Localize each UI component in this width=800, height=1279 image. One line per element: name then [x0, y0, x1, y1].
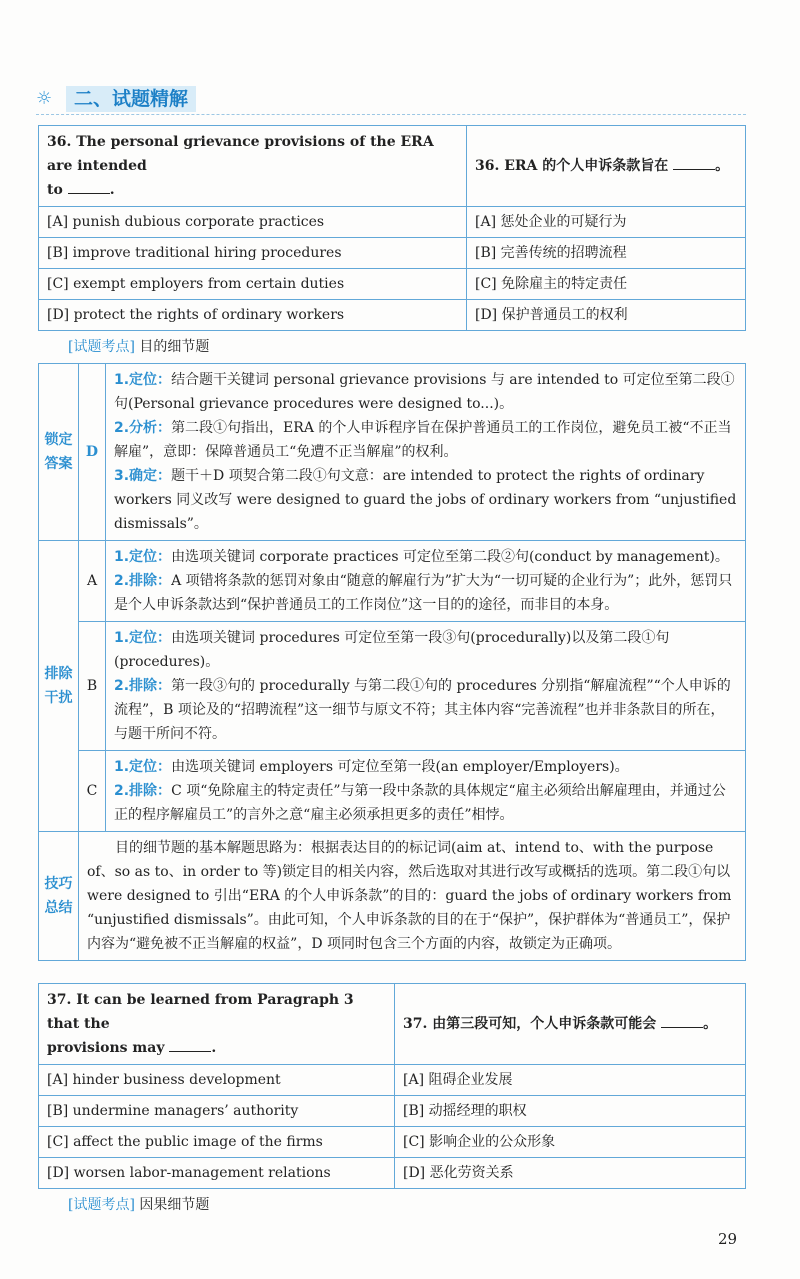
section-header — [36, 86, 746, 115]
stem-text: 37. 由第三段可知，个人申诉条款可能会 — [403, 1016, 657, 1032]
question-36-table — [38, 125, 746, 331]
analysis-step: 1.定位：由选项关键词 corporate practices 可定位至第二段②句(conduct by management)。 — [114, 549, 729, 565]
kaodian-label: [试题考点] — [68, 1197, 135, 1213]
q37-stem-en: 37. It can be learned from Paragraph 3 that the provisions may . — [39, 984, 395, 1065]
option-zh: [C] 免除雇主的特定责任 — [467, 269, 746, 300]
option-zh: [D] 恶化劳资关系 — [395, 1158, 746, 1189]
blank — [169, 1051, 211, 1052]
option-en: [D] protect the rights of ordinary workers — [39, 300, 467, 331]
option-en: [A] punish dubious corporate practices — [39, 207, 467, 238]
stem-text: provisions may — [47, 1040, 165, 1056]
option-en: [C] affect the public image of the firms — [39, 1127, 395, 1158]
analysis-step: 2.排除：A 项错将条款的惩罚对象由“随意的解雇行为”扩大为“一切可疑的企业行为”；此外，惩罚只是个人申诉条款达到“保护普通员工的工作岗位”这一目的的途径，而非目的本身。 — [114, 573, 733, 613]
option-en: [B] undermine managers’ authority — [39, 1096, 395, 1127]
analysis-step: 2.分析：第二段①句指出，ERA 的个人申诉程序旨在保护普通员工的工作岗位，避免员工被“不正当解雇”，意即：保障普通员工“免遭不正当解雇”的权利。 — [114, 420, 732, 460]
option-en: [D] worsen labor-management relations — [39, 1158, 395, 1189]
blank — [68, 193, 110, 194]
option-en: [B] improve traditional hiring procedures — [39, 238, 467, 269]
kaodian-text: 因果细节题 — [139, 1197, 210, 1213]
option-zh: [C] 影响企业的公众形象 — [395, 1127, 746, 1158]
analysis-table — [38, 363, 746, 961]
kaodian-text: 目的细节题 — [139, 339, 210, 355]
analysis-step: 1.定位：由选项关键词 employers 可定位至第一段(an employer/Employers)。 — [114, 759, 629, 775]
analysis-step: 1.定位：结合题干关键词 personal grievance provisions 与 are intended to 可定位至第二段①句(Personal grievance procedures were designed to...)。 — [114, 372, 735, 412]
option-zh: [D] 保护普通员工的权利 — [467, 300, 746, 331]
analysis-step: 2.排除：第一段③句的 procedurally 与第二段①句的 procedures 分别指“解雇流程”“个人申诉的流程”，B 项论及的“招聘流程”这一细节与原文不符；其主体内容“完善流程”也并非条款目的所在，与题干所问不符。 — [114, 678, 731, 742]
lightbulb-icon: ☼ — [36, 88, 53, 109]
analysis-step: 3.确定：题干＋D 项契合第二段①句文意：are intended to protect the rights of ordinary workers 同义改写 were designed to guard the jobs of ordinary workers from “unjustified dismissals”。 — [114, 468, 737, 532]
analysis-step: 2.排除：C 项“免除雇主的特定责任”与第一段中条款的具体规定“雇主必须给出解雇理由，并通过公正的程序解雇员工”的言外之意“雇主必须承担更多的责任”相悖。 — [114, 783, 726, 823]
blank — [673, 169, 715, 170]
q36-stem-zh: 36. ERA 的个人申诉条款旨在 。 — [467, 126, 746, 207]
option-letter: C — [79, 751, 106, 832]
page-number: 29 — [718, 1230, 738, 1248]
blank — [661, 1027, 703, 1028]
q36-kaodian — [68, 337, 800, 357]
lock-answer-label: 锁定答案 — [39, 364, 79, 541]
kaodian-label: [试题考点] — [68, 339, 135, 355]
stem-text: to — [47, 182, 63, 198]
stem-text: 37. It can be learned from Paragraph 3 that the — [47, 992, 354, 1032]
exclude-analysis — [106, 751, 746, 832]
option-zh: [A] 惩处企业的可疑行为 — [467, 207, 746, 238]
option-en: [C] exempt employers from certain duties — [39, 269, 467, 300]
section-title: 二、试题精解 — [66, 86, 196, 112]
analysis-step: 1.定位：由选项关键词 procedures 可定位至第一段③句(procedurally)以及第二段①句(procedures)。 — [114, 630, 670, 670]
exclude-label: 排除干扰 — [39, 541, 79, 832]
q37-kaodian — [68, 1195, 800, 1215]
summary-label: 技巧总结 — [39, 832, 79, 961]
exclude-analysis — [106, 622, 746, 751]
question-37-table — [38, 983, 746, 1189]
option-zh: [B] 完善传统的招聘流程 — [467, 238, 746, 269]
option-zh: [A] 阻碍企业发展 — [395, 1065, 746, 1096]
option-en: [A] hinder business development — [39, 1065, 395, 1096]
option-letter: B — [79, 622, 106, 751]
summary-text: 目的细节题的基本解题思路为：根据表达目的的标记词(aim at、intend to、with the purpose of、so as to、in order to 等)锁定目的相关内容，然后选取对其进行改写或概括的选项。第二段①句以 were designed to 引出“ERA 的个人申诉条款”的目的：guard the jobs of ordinary workers from “unjustified dismissals”。由此可知，个人申诉条款的目的在于“保护”，保护群体为“普通员工”，保护内容为“避免被不正当解雇的权益”，D 项同时包含三个方面的内容，故锁定为正确项。 — [79, 832, 746, 961]
answer-letter: D — [79, 364, 106, 541]
stem-text: 36. ERA 的个人申诉条款旨在 — [475, 158, 669, 174]
q36-stem-en: 36. The personal grievance provisions of the ERA are intended to . — [39, 126, 467, 207]
option-zh: [B] 动摇经理的职权 — [395, 1096, 746, 1127]
stem-text: 36. The personal grievance provisions of the ERA are intended — [47, 134, 434, 174]
exclude-analysis — [106, 541, 746, 622]
q37-stem-zh: 37. 由第三段可知，个人申诉条款可能会 。 — [395, 984, 746, 1065]
lock-analysis — [106, 364, 746, 541]
option-letter: A — [79, 541, 106, 622]
